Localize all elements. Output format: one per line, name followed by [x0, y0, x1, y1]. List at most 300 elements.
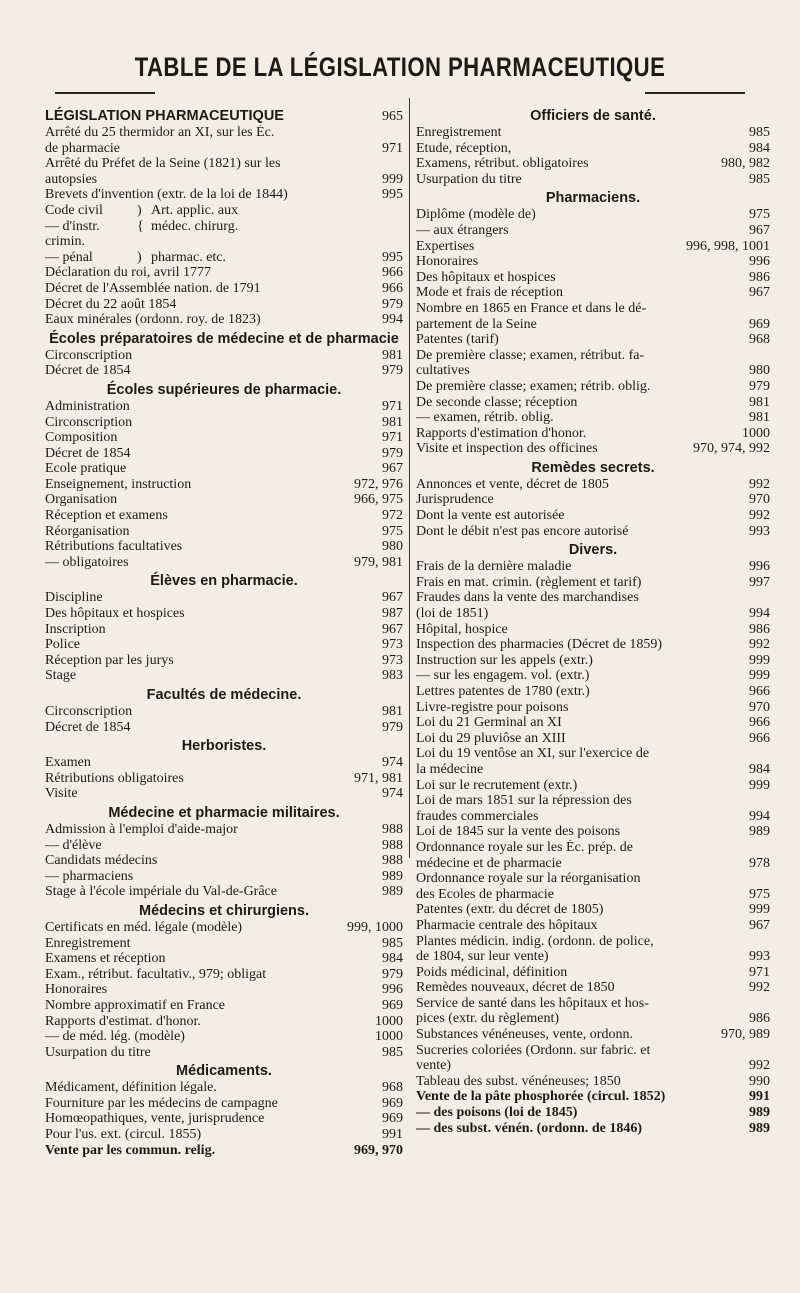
index-entry: [45, 415, 403, 431]
entry-page: 988: [382, 821, 403, 837]
index-entry: [45, 622, 403, 638]
right-sections: [416, 108, 770, 1136]
entry-page: 967: [382, 621, 403, 637]
index-entry: [416, 1011, 770, 1027]
entry-text: Fourniture par les médecins de campagne: [45, 1095, 278, 1111]
entry-text: Etude, réception,: [416, 140, 512, 156]
brace-glyph: ): [137, 249, 142, 265]
entry-text: Déclaration du roi, avril 1777: [45, 265, 212, 281]
entry-page: 989: [382, 884, 403, 900]
index-entry: [416, 793, 770, 809]
entry-text: Usurpation du titre: [45, 1044, 151, 1060]
index-entry: [416, 559, 770, 575]
entry-page: 985: [382, 1044, 403, 1060]
entry-text: Décret de 1854: [45, 445, 131, 461]
right-column: [416, 108, 770, 1136]
brace-left-label: — d'instr. crimin.: [45, 218, 100, 250]
entry-page: 999: [749, 652, 770, 668]
entry-text: vente): [416, 1058, 451, 1074]
entry-page: 967: [382, 461, 403, 477]
index-entry: [45, 755, 403, 771]
index-entry: [416, 902, 770, 918]
entry-text: Inscription: [45, 621, 106, 637]
entry-text: Vente de la pâte phosphorée (circul. 1852): [416, 1089, 666, 1105]
entry-text: Loi de mars 1851 sur la répression des: [416, 793, 632, 809]
entry-page: 981: [749, 410, 770, 426]
index-entry: [45, 1014, 403, 1030]
entry-page: 966, 975: [354, 492, 403, 508]
entry-text: Homœopathiques, vente, jurisprudence: [45, 1111, 265, 1127]
entry-text: Réception par les jurys: [45, 652, 174, 668]
entry-page: 996, 998, 1001: [686, 238, 770, 254]
entry-page: 980, 982: [721, 156, 770, 172]
index-entry: [416, 1027, 770, 1043]
index-entry: [45, 967, 403, 983]
entry-page: 967: [382, 590, 403, 606]
entry-page: 999: [749, 902, 770, 918]
entry-page: 994: [382, 312, 403, 328]
more-list: [45, 265, 403, 327]
entry-text: Ordonnance royale sur la réorganisation: [416, 871, 641, 887]
index-entry: [416, 575, 770, 591]
entry-text: Poids médicinal, définition: [416, 964, 568, 980]
entry-text: Médicament, définition légale.: [45, 1080, 217, 1096]
entry-text: Loi du 19 ventôse an XI, sur l'exercice de: [416, 746, 650, 762]
entry-text: Ordonnance royale sur les Éc. prép. de: [416, 839, 633, 855]
entry-page: 984: [749, 761, 770, 777]
entry-text: Tableau des subst. vénéneuses; 1850: [416, 1073, 621, 1089]
entry-text: Hôpital, hospice: [416, 621, 508, 637]
entry-page: 979: [382, 966, 403, 982]
entry-text: de pharmacie: [45, 140, 121, 156]
index-entry: [416, 1043, 770, 1059]
entry-text: Rétributions facultatives: [45, 539, 183, 555]
index-entry: [45, 1045, 403, 1061]
index-entry: [416, 301, 770, 317]
section-heading-ecoles-preparatoires-de-medecine-et-de-pharmacie: Écoles préparatoires de médecine et de pharmacie: [49, 330, 399, 347]
entry-page: 993: [749, 949, 770, 965]
entry-text: De première classe; examen, rétribut. fa-: [416, 347, 645, 363]
brace-right-label: pharmac. etc.: [151, 249, 227, 265]
entry-page: 973: [382, 652, 403, 668]
entry-page: 971: [382, 140, 403, 156]
entry-page: 987: [382, 606, 403, 622]
entry-page: 986: [749, 1011, 770, 1027]
entry-text: Composition: [45, 430, 118, 446]
entry-text: de 1804, sur leur vente): [416, 949, 549, 965]
index-entry: [45, 524, 403, 540]
entry-text: Enregistrement: [416, 125, 502, 140]
entry-page: 992: [749, 637, 770, 653]
index-entry: [416, 332, 770, 348]
entry-text: — obligatoires: [45, 554, 129, 570]
entry-text: Enregistrement: [45, 935, 131, 951]
index-entry: [416, 668, 770, 684]
entry-page: 969: [749, 316, 770, 332]
entry-page: 996: [382, 982, 403, 998]
index-entry: [416, 426, 770, 442]
entry-text: la médecine: [416, 761, 484, 777]
index-entry: [416, 856, 770, 872]
index-entry: [45, 281, 403, 297]
entry-page: 997: [749, 574, 770, 590]
entry-text: — sur les engagem. vol. (extr.): [416, 668, 590, 684]
entry-page: 996: [749, 254, 770, 270]
index-entry: [416, 746, 770, 762]
entry-text: Stage à l'école impériale du Val-de-Grâce: [45, 884, 277, 900]
entry-text: Discipline: [45, 590, 103, 606]
index-entry: [45, 172, 403, 188]
index-entry: [416, 700, 770, 716]
entry-text: Fraudes dans la vente des marchandises: [416, 590, 639, 606]
index-entry: [416, 637, 770, 653]
entry-page: 979: [749, 378, 770, 394]
index-entry: [45, 1096, 403, 1112]
index-entry: [416, 270, 770, 286]
index-entry: [45, 477, 403, 493]
entry-text: Usurpation du titre: [416, 171, 522, 187]
index-entry: [45, 838, 403, 854]
entry-page: 970: [749, 492, 770, 508]
entry-text: Instruction sur les appels (extr.): [416, 652, 593, 668]
code-brace-block: [45, 203, 403, 265]
entry-text: Diplôme (modèle de): [416, 207, 536, 223]
entry-page: 1000: [742, 425, 770, 441]
index-entry: [416, 871, 770, 887]
index-entry: [45, 771, 403, 787]
index-entry: [45, 141, 403, 157]
entry-page: 983: [382, 668, 403, 684]
entry-text: Police: [45, 637, 80, 653]
entry-text: des Ecoles de pharmacie: [416, 886, 554, 902]
entry-page: 979: [382, 363, 403, 379]
index-entry: [416, 887, 770, 903]
entry-text: Visite et inspection des officines: [416, 441, 598, 457]
entry-text: fraudes commerciales: [416, 808, 539, 824]
index-entry: [416, 1058, 770, 1074]
entry-text: Décret de 1854: [45, 363, 131, 379]
brace-glyph: ): [137, 202, 142, 218]
index-entry: [416, 1089, 770, 1105]
entry-page: 971: [382, 398, 403, 414]
index-entry: [416, 731, 770, 747]
entry-page: 991: [382, 1127, 403, 1143]
index-entry: [416, 980, 770, 996]
entry-page: 988: [382, 837, 403, 853]
entry-text: Honoraires: [416, 254, 479, 270]
entry-page: 985: [749, 171, 770, 187]
index-entry: [416, 1121, 770, 1137]
entry-text: Expertises: [416, 238, 475, 254]
entry-text: Patentes (extr. du décret de 1805): [416, 902, 604, 918]
entry-text: Service de santé dans les hôpitaux et hos-: [416, 995, 649, 1011]
entry-text: Inspection des pharmacies (Décret de 1859): [416, 637, 663, 653]
index-entry: [45, 1111, 403, 1127]
entry-page: 985: [382, 935, 403, 951]
index-entry: [416, 934, 770, 950]
section-heading-divers: Divers.: [568, 542, 618, 559]
index-entry: [416, 590, 770, 606]
index-entry: [45, 822, 403, 838]
index-entry: [416, 715, 770, 731]
entry-page: 979: [382, 719, 403, 735]
entry-text: De première classe; examen; rétrib. oblig.: [416, 378, 651, 394]
index-entry: [416, 778, 770, 794]
entry-page: 971: [382, 430, 403, 446]
entry-page: 972: [382, 508, 403, 524]
entry-text: Exam., rétribut. facultativ., 979; obligat: [45, 966, 267, 982]
index-entry: [45, 297, 403, 313]
entry-text: — examen, rétrib. oblig.: [416, 410, 554, 426]
entry-text: Arrêté du Préfet de la Seine (1821) sur les: [45, 156, 281, 172]
title-rule-right: [645, 92, 745, 94]
entry-page: 969: [382, 997, 403, 1013]
entry-page: 994: [749, 606, 770, 622]
entry-text: — des poisons (loi de 1845): [416, 1105, 578, 1121]
entry-page: 995: [382, 187, 403, 203]
entry-text: Ecole pratique: [45, 461, 127, 477]
entry-page: 969: [382, 1111, 403, 1127]
entry-page: 981: [382, 414, 403, 430]
index-entry: [45, 1029, 403, 1045]
brace-row: [45, 203, 403, 219]
index-entry: [416, 441, 770, 457]
index-entry: [416, 492, 770, 508]
index-entry: [45, 363, 403, 379]
entry-page: 979: [382, 296, 403, 312]
entry-text: — de méd. lég. (modèle): [45, 1029, 185, 1045]
index-entry: [416, 156, 770, 172]
entry-page: 980: [382, 539, 403, 555]
entry-page: 981: [382, 347, 403, 363]
section-heading-medecine-et-pharmacie-militaires: Médecine et pharmacie militaires.: [108, 804, 340, 821]
entry-page: 980: [749, 363, 770, 379]
index-entry: [416, 207, 770, 223]
entry-text: Rétributions obligatoires: [45, 770, 184, 786]
entry-page: 991: [749, 1089, 770, 1105]
index-entry: [45, 312, 403, 328]
brace-page: 995: [382, 249, 403, 265]
entry-text: Réorganisation: [45, 523, 130, 539]
index-entry: [416, 363, 770, 379]
index-entry: [416, 762, 770, 778]
entry-page: 989: [749, 1120, 770, 1136]
entry-text: Mode et frais de réception: [416, 285, 563, 301]
entry-page: 974: [382, 786, 403, 802]
entry-text: Loi de 1845 sur la vente des poisons: [416, 824, 621, 840]
index-entry: [45, 869, 403, 885]
entry-page: 974: [382, 755, 403, 771]
index-entry: [416, 965, 770, 981]
entry-page: 970, 974, 992: [693, 441, 770, 457]
title-rule-left: [55, 92, 155, 94]
entry-text: Décret de l'Assemblée nation. de 1791: [45, 280, 261, 296]
entry-page: 1000: [375, 1013, 403, 1029]
brace-row: [45, 219, 403, 250]
index-entry: [45, 606, 403, 622]
entry-page: 973: [382, 637, 403, 653]
entry-page: 981: [749, 394, 770, 410]
index-entry: [416, 477, 770, 493]
entry-page: 989: [749, 824, 770, 840]
entry-text: pices (extr. du règlement): [416, 1011, 560, 1027]
entry-text: Eaux minérales (ordonn. roy. de 1823): [45, 312, 261, 328]
entry-page: 996: [749, 559, 770, 575]
entry-page: 968: [749, 332, 770, 348]
entry-text: Lettres patentes de 1780 (extr.): [416, 684, 590, 699]
entry-page: 969: [382, 1095, 403, 1111]
entry-page: 985: [749, 125, 770, 140]
entry-text: Remèdes nouveaux, décret de 1850: [416, 980, 615, 996]
index-entry: [45, 348, 403, 364]
left-sections: [45, 328, 403, 1159]
entry-text: Pour l'us. ext. (circul. 1855): [45, 1127, 202, 1143]
index-entry: [45, 982, 403, 998]
entry-text: Examens et réception: [45, 951, 166, 967]
entry-text: Circonscription: [45, 704, 133, 719]
entry-page: 970: [749, 699, 770, 715]
entry-text: Certificats en méd. légale (modèle): [45, 919, 243, 935]
index-entry: [45, 555, 403, 571]
entry-page: 984: [382, 951, 403, 967]
index-entry: [45, 720, 403, 736]
entry-text: Loi du 29 pluviôse an XIII: [416, 730, 566, 746]
section-heading-remedes-secrets: Remèdes secrets.: [531, 459, 655, 476]
entry-text: Réception et examens: [45, 508, 168, 524]
entry-page: 967: [749, 285, 770, 301]
entry-text: cultatives: [416, 363, 470, 379]
brace-left-label: Code civil: [45, 202, 103, 218]
section-heading-herboristes: Herboristes.: [181, 738, 267, 755]
entry-text: Rapports d'estimation d'honor.: [416, 425, 587, 441]
entry-text: Des hôpitaux et hospices: [45, 606, 185, 622]
entry-page: 971, 981: [354, 770, 403, 786]
index-entry: [45, 951, 403, 967]
entry-text: Brevets d'invention (extr. de la loi de 1844): [45, 187, 288, 203]
entry-text: Nombre approximatif en France: [45, 997, 225, 1013]
entry-text: Substances vénéneuses, vente, ordonn.: [416, 1027, 633, 1043]
index-entry: [416, 223, 770, 239]
entry-page: 969, 970: [354, 1142, 403, 1158]
index-entry: [45, 1127, 403, 1143]
entry-text: Pharmacie centrale des hôpitaux: [416, 917, 598, 933]
index-entry: [416, 840, 770, 856]
index-entry: [416, 809, 770, 825]
index-entry: [45, 998, 403, 1014]
index-entry: [45, 187, 403, 203]
index-entry: [45, 156, 403, 172]
entry-text: Visite: [45, 786, 78, 802]
index-entry: [45, 399, 403, 415]
entry-text: Circonscription: [45, 414, 133, 430]
column-divider: [409, 98, 410, 858]
entry-text: Enseignement, instruction: [45, 476, 192, 492]
entry-page: 966: [749, 730, 770, 746]
entry-page: 975: [749, 207, 770, 223]
entry-page: 966: [749, 715, 770, 731]
index-entry: [45, 920, 403, 936]
entry-text: autopsies: [45, 171, 98, 187]
index-entry: [45, 936, 403, 952]
index-entry: [416, 125, 770, 141]
section-heading-officiers-de-sante: Officiers de santé.: [530, 108, 656, 124]
section-heading-medicaments: Médicaments.: [176, 1063, 272, 1080]
entry-page: 999: [382, 171, 403, 187]
index-entry: [45, 704, 403, 720]
entry-page: 981: [382, 704, 403, 719]
index-entry: [416, 606, 770, 622]
entry-page: 999: [749, 668, 770, 684]
entry-text: Décret du 22 août 1854: [45, 296, 177, 312]
section-heading-facultes-de-medecine: Facultés de médecine.: [146, 687, 302, 703]
index-entry: [416, 918, 770, 934]
index-entry: [45, 637, 403, 653]
intro-list: [45, 125, 403, 203]
entry-page: 989: [749, 1105, 770, 1121]
index-entry: [416, 949, 770, 965]
entry-page: 975: [749, 886, 770, 902]
entry-page: 1000: [375, 1029, 403, 1045]
entry-text: De seconde classe; réception: [416, 394, 578, 410]
entry-text: Rapports d'estimat. d'honor.: [45, 1013, 201, 1029]
entry-page: 992: [749, 1058, 770, 1074]
index-entry: [416, 285, 770, 301]
entry-text: Sucreries coloriées (Ordonn. sur fabric. et: [416, 1042, 651, 1058]
entry-page: 989: [382, 868, 403, 884]
entry-text: médecine et de pharmacie: [416, 855, 562, 871]
index-entry: [45, 786, 403, 802]
index-entry: [45, 653, 403, 669]
brace-glyph: {: [137, 218, 144, 234]
entry-page: 988: [382, 853, 403, 869]
entry-page: 990: [749, 1073, 770, 1089]
brace-right-label: Art. applic. aux: [151, 202, 239, 218]
entry-page: 966: [382, 265, 403, 281]
section-heading-pharmaciens: Pharmaciens.: [545, 190, 641, 207]
entry-text: — pharmaciens: [45, 868, 134, 884]
section-heading-eleves-en-pharmacie: Élèves en pharmacie.: [150, 573, 298, 590]
index-entry: [416, 410, 770, 426]
entry-text: Vente par les commun. relig.: [45, 1142, 216, 1158]
entry-page: 979, 981: [354, 554, 403, 570]
entry-page: 999, 1000: [347, 919, 403, 935]
index-entry: [416, 524, 770, 540]
entry-text: Décret de 1854: [45, 719, 131, 735]
entry-page: 978: [749, 855, 770, 871]
entry-text: Dont la vente est autorisée: [416, 508, 565, 524]
brace-left-label: — pénal: [45, 249, 93, 265]
entry-page: 992: [749, 508, 770, 524]
entry-text: Patentes (tarif): [416, 332, 499, 348]
index-entry: [416, 395, 770, 411]
entry-page: 986: [749, 621, 770, 637]
index-entry: [45, 461, 403, 477]
entry-page: 972, 976: [354, 476, 403, 492]
entry-text: Organisation: [45, 492, 118, 508]
entry-page: 968: [382, 1080, 403, 1096]
index-entry: [45, 492, 403, 508]
main-heading-page: 965: [382, 109, 403, 125]
brace-row: [45, 250, 403, 266]
entry-text: Des hôpitaux et hospices: [416, 269, 556, 285]
brace-right-label: médec. chirurg.: [151, 218, 239, 234]
entry-page: 993: [749, 523, 770, 539]
entry-text: Circonscription: [45, 347, 133, 363]
entry-text: Examens, rétribut. obligatoires: [416, 156, 589, 172]
section-heading-medecins-et-chirurgiens: Médecins et chirurgiens.: [138, 902, 310, 919]
entry-page: 967: [749, 917, 770, 933]
entry-text: Stage: [45, 668, 77, 684]
